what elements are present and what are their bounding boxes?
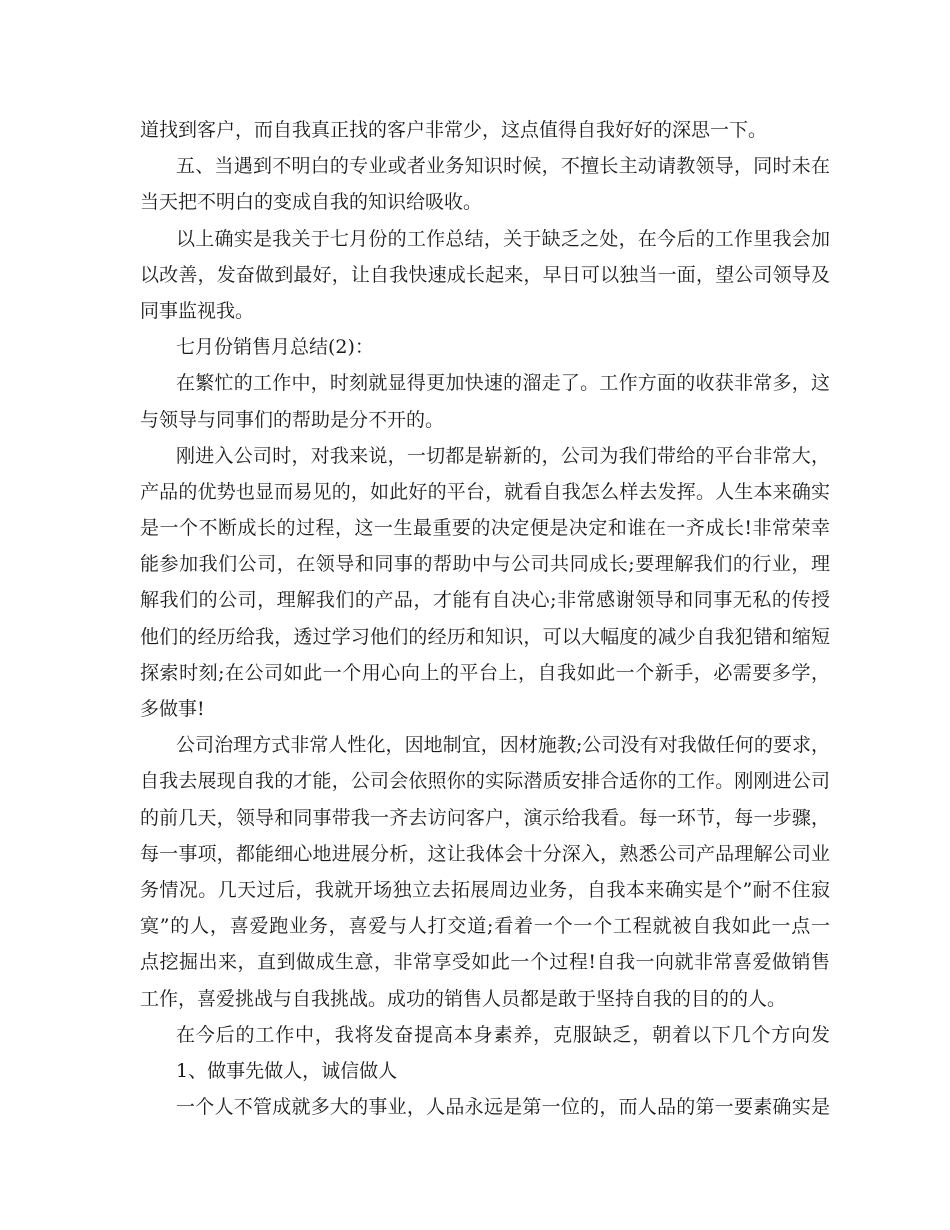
text-line: 寞”的人，喜爱跑业务，喜爱与人打交道;看着一个一个工程就被自我如此一点一: [140, 915, 830, 938]
text-line: 能参加我们公司，在领导和同事的帮助中与公司共同成长;要理解我们的行业，理: [140, 553, 830, 576]
text-line: 他们的经历给我，透过学习他们的经历和知识，可以大幅度的减少自我犯错和缩短: [140, 625, 830, 648]
text-line: 刚进入公司时，对我来说，一切都是崭新的，公司为我们带给的平台非常大，: [176, 444, 830, 467]
text-line: 一个人不管成就多大的事业，人品永远是第一位的，而人品的第一要素确实是: [176, 1096, 830, 1119]
text-line: 公司治理方式非常人性化，因地制宜，因材施教;公司没有对我做任何的要求，: [176, 734, 830, 757]
text-line: 解我们的公司，理解我们的产品，才能有自决心;非常感谢领导和同事无私的传授: [140, 589, 830, 612]
text-line: 每一事项，都能细心地进展分析，这让我体会十分深入，熟悉公司产品理解公司业: [140, 842, 830, 865]
text-line: 探索时刻;在公司如此一个用心向上的平台上，自我如此一个新手，必需要多学，: [140, 661, 830, 684]
text-line: 产品的优势也显而易见的，如此好的平台，就看自我怎么样去发挥。人生本来确实: [140, 480, 830, 503]
text-line: 当天把不明白的变成自我的知识给吸收。: [140, 191, 483, 214]
text-line: 以改善，发奋做到最好，让自我快速成长起来，早日可以独当一面，望公司领导及: [140, 263, 830, 286]
document-body: [140, 112, 830, 1125]
text-line: 的前几天，领导和同事带我一齐去访问客户，演示给我看。每一环节，每一步骤，: [140, 806, 830, 829]
text-line: 工作，喜爱挑战与自我挑战。成功的销售人员都是敢于坚持自我的目的的人。: [140, 987, 787, 1010]
text-line: 五、当遇到不明白的专业或者业务知识时候，不擅长主动请教领导，同时未在: [176, 155, 830, 178]
text-line: 在今后的工作中，我将发奋提高本身素养，克服缺乏，朝着以下几个方向发: [176, 1023, 830, 1046]
text-line: 点挖掘出来，直到做成生意，非常享受如此一个过程!自我一向就非常喜爱做销售: [140, 951, 830, 974]
text-line: 七月份销售月总结(2)：: [176, 336, 374, 359]
text-line: 多做事!: [140, 698, 205, 720]
text-line: 道找到客户，而自我真正找的客户非常少，这点值得自我好好的深思一下。: [140, 119, 768, 141]
text-line: 是一个不断成长的过程，这一生最重要的决定便是决定和谁在一齐成长!非常荣幸: [140, 517, 830, 540]
text-line: 1、做事先做人，诚信做人: [176, 1059, 398, 1082]
text-line: 与领导与同事们的帮助是分不开的。: [140, 408, 445, 431]
text-line: 以上确实是我关于七月份的工作总结，关于缺乏之处，在今后的工作里我会加: [176, 227, 830, 250]
text-line: 同事监视我。: [140, 299, 255, 322]
text-line: 务情况。几天过后，我就开场独立去拓展周边业务，自我本来确实是个”耐不住寂: [140, 878, 830, 901]
text-line: 自我去展现自我的才能，公司会依照你的实际潜质安排合适你的工作。刚刚进公司: [140, 770, 830, 793]
text-line: 在繁忙的工作中，时刻就显得更加快速的溜走了。工作方面的收获非常多，这: [176, 372, 830, 395]
